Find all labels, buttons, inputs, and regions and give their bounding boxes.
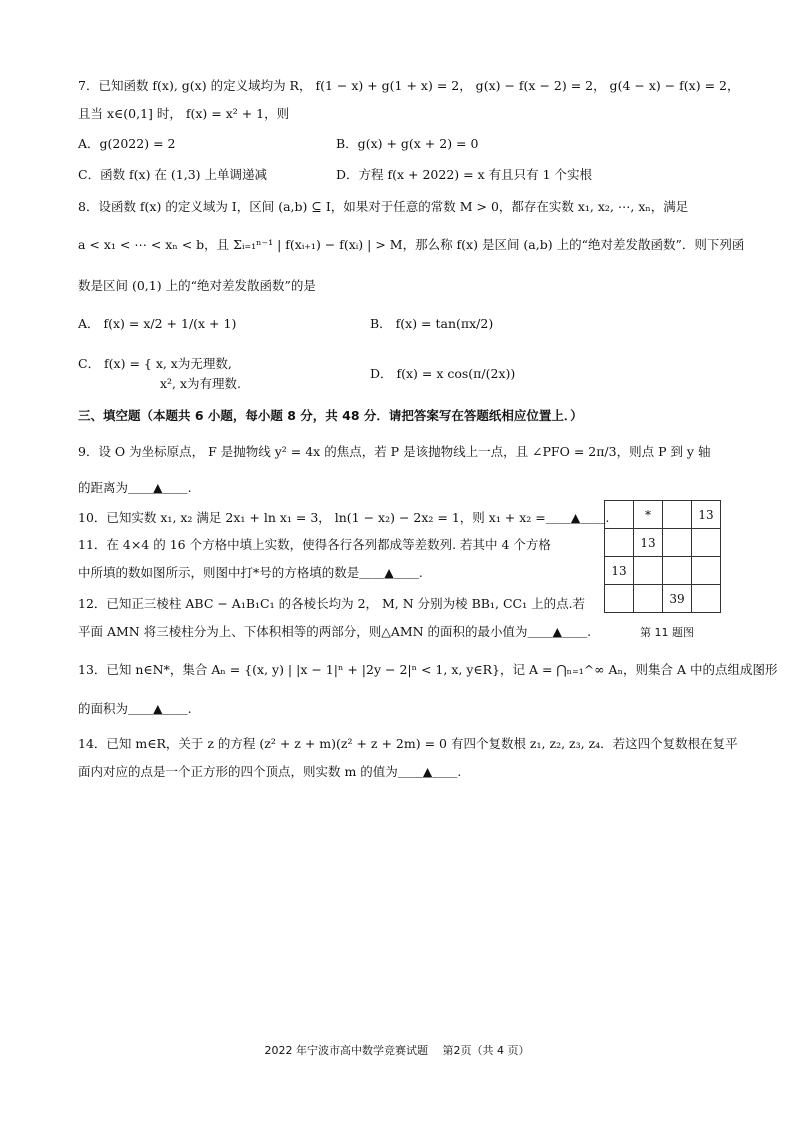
grid-cell [663,529,692,557]
figure-caption: 第 11 题图 [640,626,694,639]
q7-option-c: C．函数 f(x) 在 (1,3) 上单调递减 [78,167,268,182]
q8-option-c-line2: x², x为有理数. [160,376,242,391]
q9-line2: 的距离为＿＿▲＿＿. [78,480,192,495]
q7-option-a: A．g(2022) = 2 [78,136,176,151]
q13-line1: 13．已知 n∈N*，集合 Aₙ = {(x, y) | |x − 1|ⁿ + |2y − 2|ⁿ < 1, x, y∈R}，记 A = ⋂ₙ₌₁^∞ Aₙ，则集合 A 中的点组成图形 [78,662,778,677]
grid-cell: 39 [663,585,692,613]
q8-option-b: B． f(x) = tan(πx/2) [370,316,494,331]
grid-cell [692,529,721,557]
grid-cell: * [634,501,663,529]
grid-row [605,557,721,585]
q12-line2: 平面 AMN 将三棱柱分为上、下体积相等的两部分，则△AMN 的面积的最小值为＿＿▲＿＿. [78,624,592,639]
grid-row [605,529,721,557]
q11-grid-figure [604,500,721,613]
q8-line1: 8．设函数 f(x) 的定义域为 I，区间 (a,b) ⊆ I，如果对于任意的常数 M > 0，都存在实数 x₁, x₂, ⋯, xₙ，满足 [78,199,689,214]
q11-line2: 中所填的数如图所示，则图中打*号的方格填的数是＿＿▲＿＿. [78,565,423,580]
q9-line1: 9．设 O 为坐标原点， F 是抛物线 y² = 4x 的焦点，若 P 是该抛物线上一点，且 ∠PFO = 2π/3，则点 P 到 y 轴 [78,444,711,459]
page-footer: 2022 年宁波市高中数学竞赛试题 第2页（共 4 页） [264,1044,530,1057]
section-3-heading: 三、填空题（本题共 6 小题，每小题 8 分，共 48 分．请把答案写在答题纸相应位置上．） [78,408,583,423]
q7-line2: 且当 x∈(0,1] 时， f(x) = x² + 1，则 [78,106,290,121]
grid-cell [634,557,663,585]
grid-cell [605,585,634,613]
q7-option-b: B．g(x) + g(x + 2) = 0 [336,136,479,151]
grid-row [605,585,721,613]
grid-cell [692,557,721,585]
grid-cell: 13 [692,501,721,529]
q8-option-a: A． f(x) = x/2 + 1/(x + 1) [78,316,237,331]
q12-line1: 12．已知正三棱柱 ABC − A₁B₁C₁ 的各棱长均为 2， M, N 分别为棱 BB₁, CC₁ 上的点.若 [78,596,586,611]
grid-cell [692,585,721,613]
grid-cell [605,529,634,557]
q8-line2: a < x₁ < ⋯ < xₙ < b，且 Σᵢ₌₁ⁿ⁻¹ | f(xᵢ₊₁) − f(xᵢ) | > M，那么称 f(x) 是区间 (a,b) 上的“绝对差发散函数”．则下列函 [78,237,745,252]
grid-row [605,501,721,529]
q14-line2: 面内对应的点是一个正方形的四个顶点，则实数 m 的值为＿＿▲＿＿. [78,764,462,779]
grid-cell: 13 [634,529,663,557]
q8-option-d: D． f(x) = x cos(π/(2x)) [370,366,516,381]
grid-cell: 13 [605,557,634,585]
q13-line2: 的面积为＿＿▲＿＿. [78,701,192,716]
q8-line3: 数是区间 (0,1) 上的“绝对差发散函数”的是 [78,278,316,293]
grid-cell [634,585,663,613]
q8-option-c-line1: C． f(x) = { x, x为无理数, [78,356,232,371]
q11-line1: 11．在 4×4 的 16 个方格中填上实数，使得各行各列都成等差数列. 若其中 4 个方格 [78,537,551,552]
q7-option-d: D．方程 f(x + 2022) = x 有且只有 1 个实根 [336,167,593,182]
grid-cell [663,557,692,585]
grid-cell [663,501,692,529]
q7-line1: 7．已知函数 f(x), g(x) 的定义域均为 R， f(1 − x) + g(1 + x) = 2， g(x) − f(x − 2) = 2， g(4 − x) − f(x) = 2， [78,78,740,93]
grid-cell [605,501,634,529]
q10: 10．已知实数 x₁, x₂ 满足 2x₁ + ln x₁ = 3， ln(1 − x₂) − 2x₂ = 1，则 x₁ + x₂ =＿＿▲＿＿. [78,510,610,525]
q14-line1: 14．已知 m∈R，关于 z 的方程 (z² + z + m)(z² + z + 2m) = 0 有四个复数根 z₁, z₂, z₃, z₄．若这四个复数根在复平 [78,736,738,751]
